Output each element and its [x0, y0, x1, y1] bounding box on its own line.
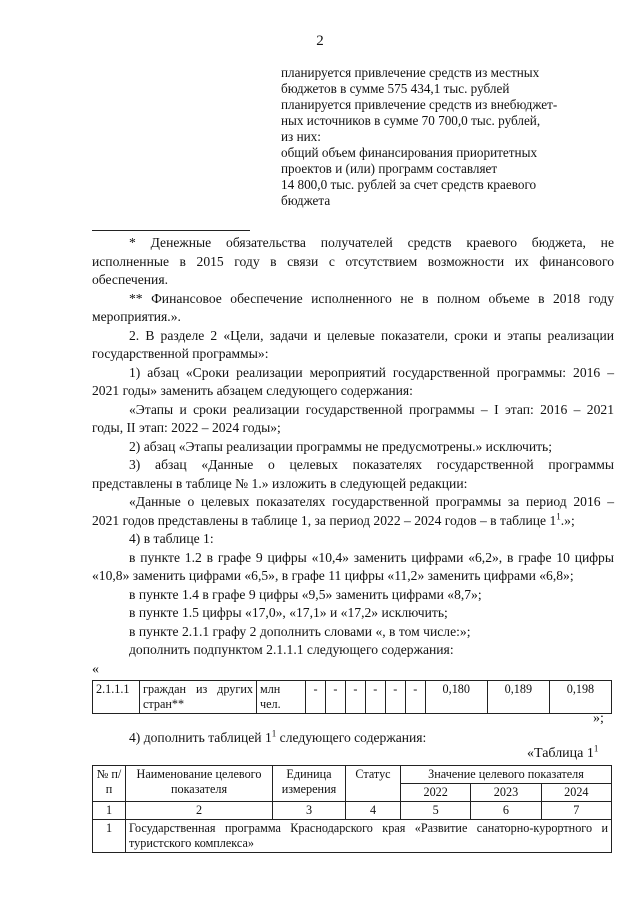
table-cell: -: [405, 681, 425, 714]
funding-line: 14 800,0 тыс. рублей за счет средств краевого: [281, 177, 537, 192]
paragraph-text: 4) дополнить таблицей 1: [129, 730, 272, 745]
table-cell: граждан из других стран**: [140, 681, 257, 714]
table-header-row: [93, 766, 612, 784]
header-cell-unit: Единица измерения: [273, 766, 346, 802]
document-body: [92, 234, 614, 660]
paragraph: в пункте 2.1.1 графу 2 дополнить словами «, в том числе:»;: [129, 623, 471, 639]
table-row: [93, 681, 612, 714]
table-cell: млн чел.: [257, 681, 306, 714]
table-cell: -: [385, 681, 405, 714]
paragraph: «Этапы и сроки реализации государственной программы – I этап: 2016 – 2021 годы, II этап: 2022 – 2024 годы»;: [92, 401, 614, 435]
table-cell: -: [306, 681, 326, 714]
superscript: 1: [271, 728, 277, 739]
header-cell-year: 2024: [541, 784, 611, 802]
funding-line: планируется привлечение средств из внебюджет-: [281, 97, 558, 112]
table-cell: -: [325, 681, 345, 714]
column-number: 4: [346, 802, 401, 820]
funding-line: бюджета: [281, 193, 331, 208]
funding-line: общий объем финансирования приоритетных: [281, 145, 538, 160]
table-1-row: [92, 680, 612, 714]
paragraph-text: «Данные о целевых показателях государственной программы за период 2016 – 2021 годов представлены в таблице 1, за период 2022 – 2024 годов – в таблице 1: [92, 494, 614, 528]
table-caption: [527, 743, 599, 762]
column-number: 6: [471, 802, 541, 820]
funding-line: ных источников в сумме 70 700,0 тыс. рублей,: [281, 113, 541, 128]
table-cell: -: [365, 681, 385, 714]
table-cell: 0,180: [425, 681, 487, 714]
paragraph: 2. В разделе 2 «Цели, задачи и целевые показатели, сроки и этапы реализации государственной программы»:: [92, 327, 614, 361]
table-cell: 1: [93, 820, 126, 853]
funding-line: планируется привлечение средств из местных: [281, 65, 540, 80]
paragraph: 2) абзац «Этапы реализации программы не предусмотрены.» исключить;: [129, 438, 553, 454]
paragraph: [92, 729, 614, 748]
paragraph: в пункте 1.5 цифры «17,0», «17,1» и «17,2» исключить;: [129, 605, 448, 620]
paragraph-text: .»;: [560, 512, 575, 528]
funding-text-block: [281, 65, 611, 209]
quote-close: »;: [593, 711, 604, 726]
column-number: 1: [93, 802, 126, 820]
table-cell: 0,189: [487, 681, 549, 714]
paragraph-table-intro: [92, 729, 614, 748]
table-cell: Государственная программа Краснодарского края «Развитие санаторно-курортного и туристского комплекса»: [126, 820, 612, 853]
column-number: 7: [541, 802, 611, 820]
paragraph: дополнить подпунктом 2.1.1.1 следующего содержания:: [129, 642, 454, 657]
paragraph: в пункте 1.4 в графе 9 цифры «9,5» заменить цифрами «8,7»;: [129, 586, 482, 602]
paragraph: в пункте 1.2 в графе 9 цифры «10,4» заменить цифрами «6,2», в графе 10 цифры «10,8» заменить цифрами «6,5», в графе 11 цифры «11,2» заменить цифрами «6,8»;: [92, 549, 614, 583]
quote-open: «: [92, 662, 99, 677]
paragraph: 3) абзац «Данные о целевых показателях государственной программы представлены в таблице № 1.» изложить в следующей редакции:: [92, 457, 614, 491]
header-cell-status: Статус: [346, 766, 401, 802]
footnote-1: * Денежные обязательства получателей средств краевого бюджета, не исполненные в 2015 году в связи с отсутствием возможности их финансового обеспечения.: [92, 235, 614, 287]
funding-line: бюджетов в сумме 575 434,1 тыс. рублей: [281, 81, 510, 96]
superscript: 1: [593, 743, 599, 754]
header-cell-name: Наименование целевого показателя: [126, 766, 273, 802]
table-cell: -: [345, 681, 365, 714]
funding-line: из них:: [281, 129, 321, 144]
header-cell-value: Значение целевого показателя: [401, 766, 612, 784]
column-number: 2: [126, 802, 273, 820]
superscript: 1: [556, 510, 561, 521]
column-number: 3: [273, 802, 346, 820]
caption-text: «Таблица 1: [527, 746, 594, 761]
footnote-2: ** Финансовое обеспечение исполненного не в полном объеме в 2018 году мероприятия.».: [92, 290, 614, 324]
funding-line: проектов и (или) программ составляет: [281, 161, 498, 176]
paragraph: 1) абзац «Сроки реализации мероприятий государственной программы: 2016 – 2021 годы» заменить абзацем следующего содержания:: [92, 364, 614, 398]
header-cell-number: № п/п: [93, 766, 126, 802]
paragraph: 4) в таблице 1:: [129, 531, 214, 546]
table-1-1: [92, 765, 612, 853]
table-cell: 2.1.1.1: [93, 681, 140, 714]
footnote-rule: [92, 230, 250, 231]
paragraph: [92, 493, 614, 530]
header-cell-year: 2023: [471, 784, 541, 802]
table-row: [93, 820, 612, 853]
column-number: 5: [401, 802, 471, 820]
table-row-column-numbers: [93, 802, 612, 820]
header-cell-year: 2022: [401, 784, 471, 802]
table-cell: 0,198: [549, 681, 611, 714]
page-number: 2: [316, 33, 324, 49]
paragraph-text: следующего содержания:: [276, 730, 427, 745]
